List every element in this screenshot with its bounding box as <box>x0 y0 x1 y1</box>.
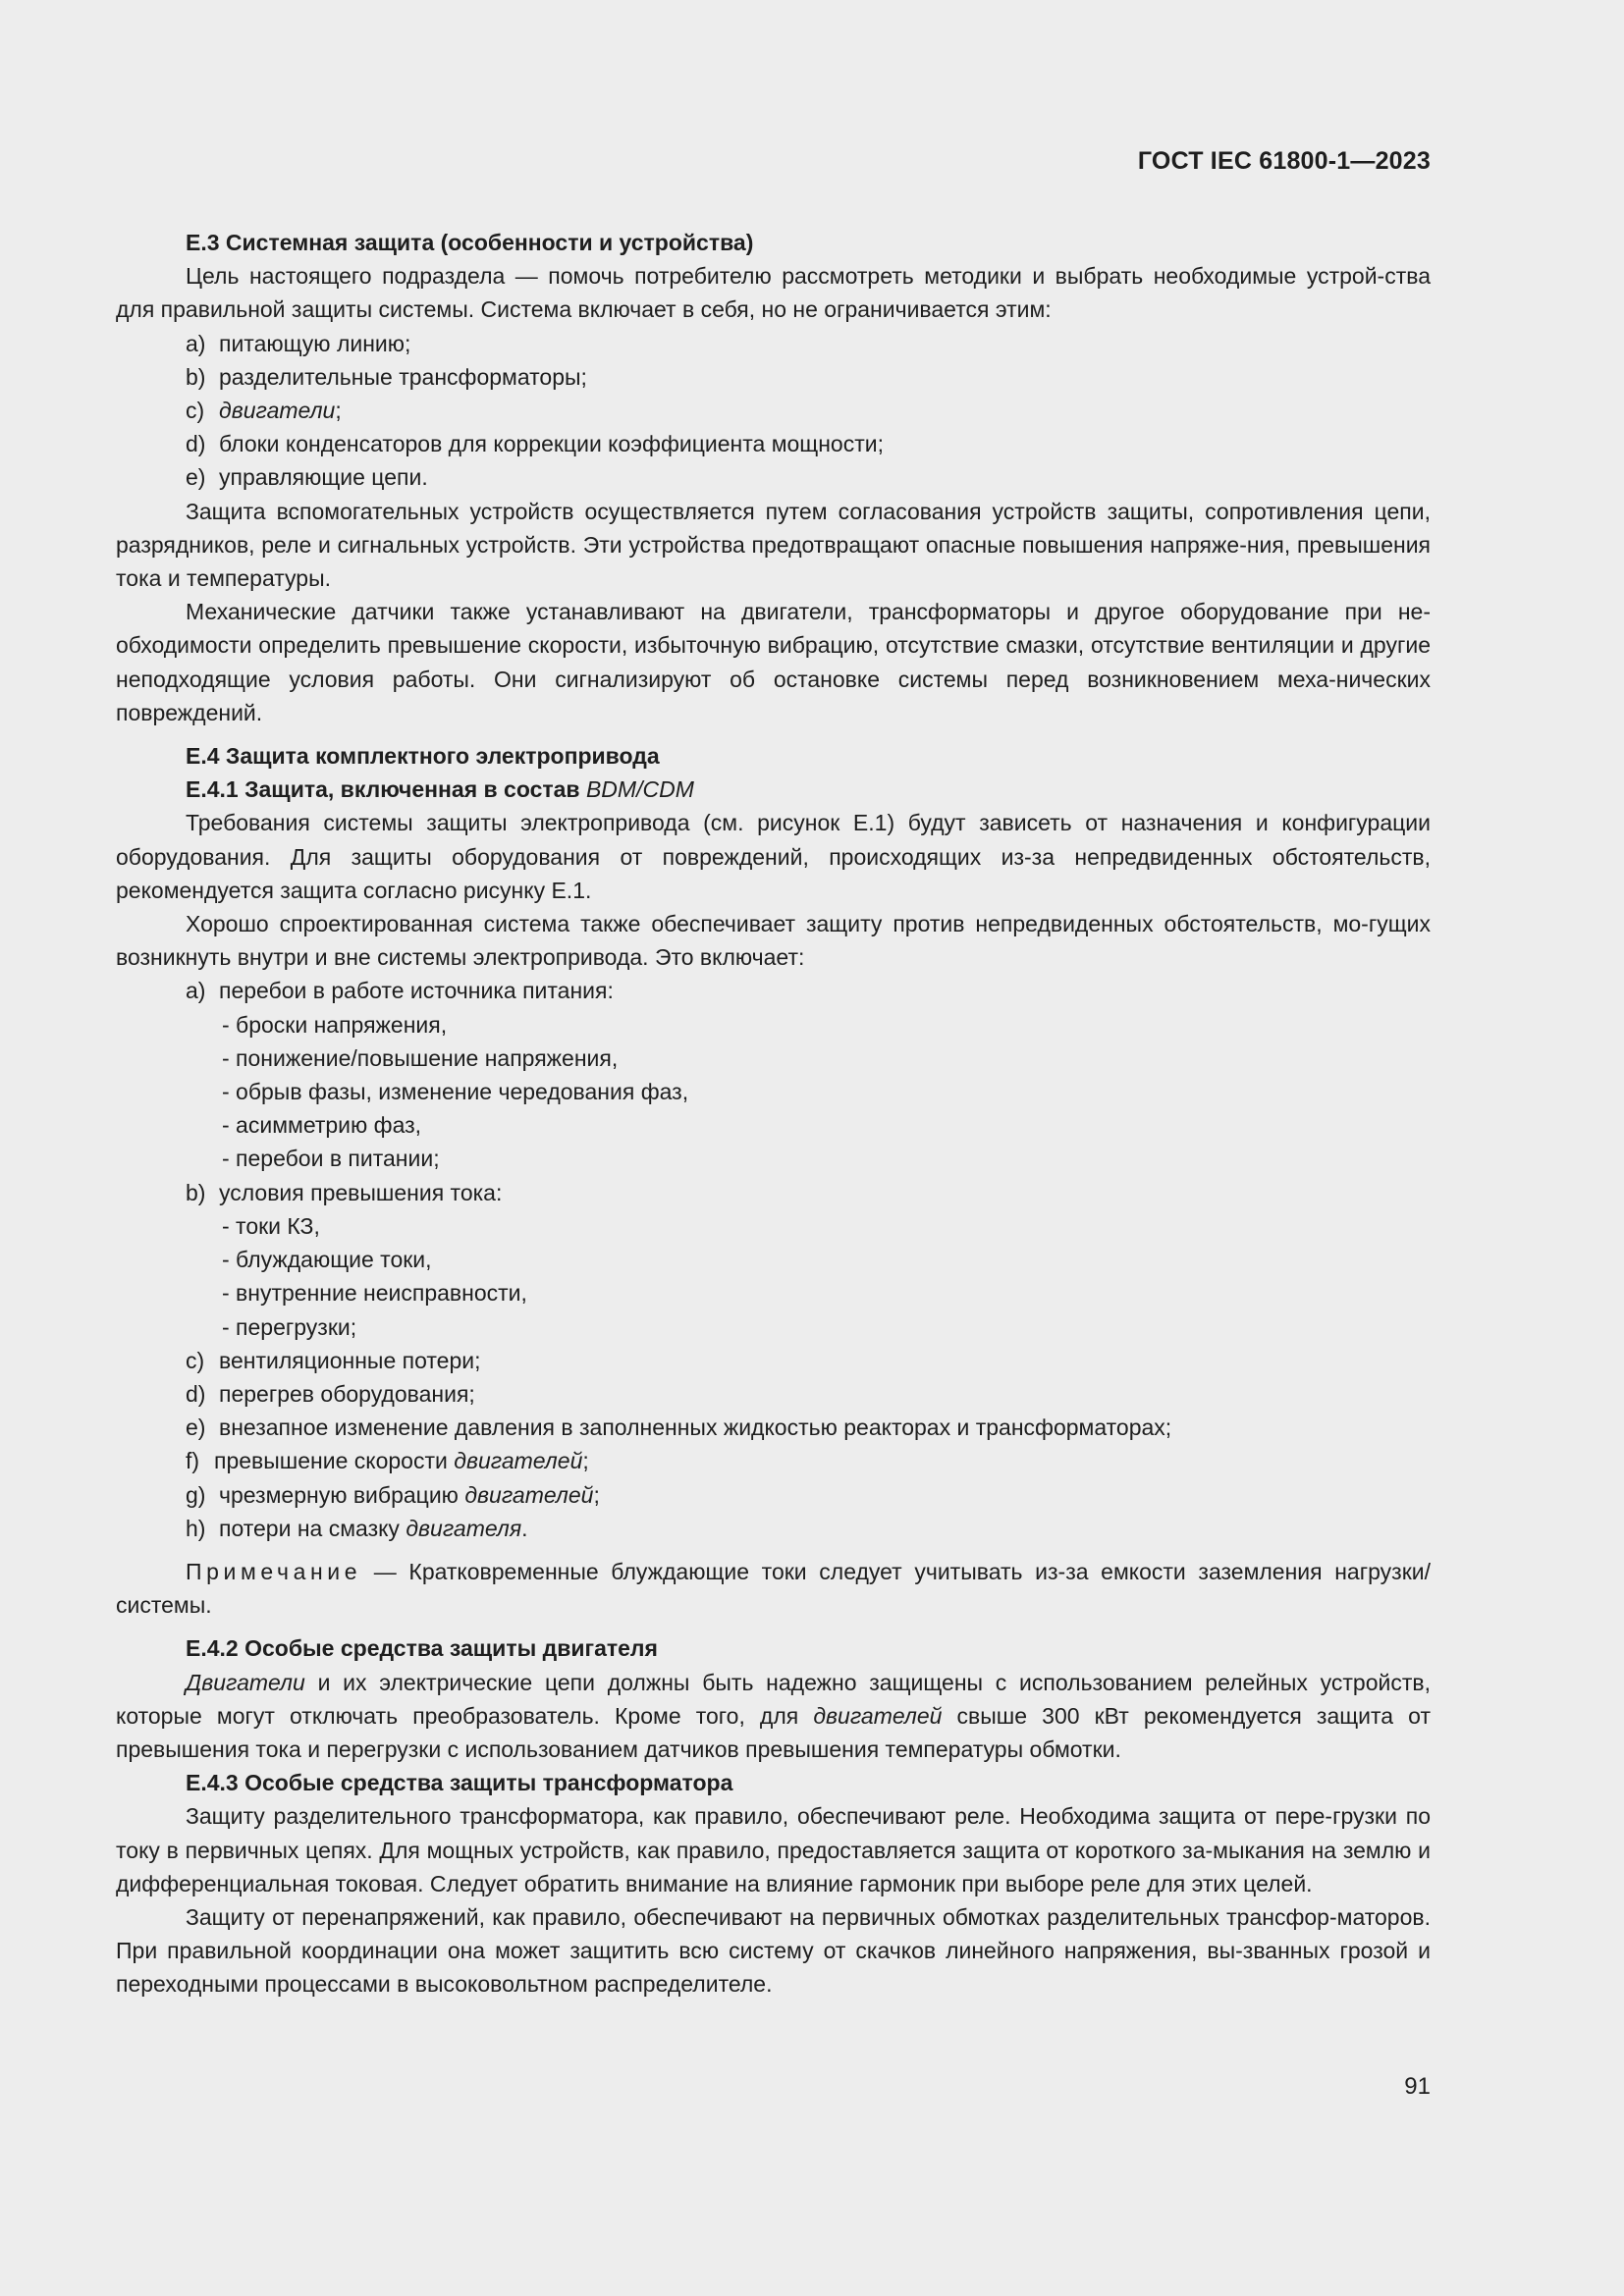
sub-list-item: - блуждающие токи, <box>222 1247 432 1273</box>
sub-list-item: - внутренние неисправности, <box>222 1280 527 1307</box>
list-item: a) питающую линию; <box>186 330 411 356</box>
e3-paragraph-1: Защита вспомогательных устройств осуществляется путем согласования устройств защиты, сопротивления цепи, разрядников, реле и сигнальных устройств. Эти устройства предотвращают опасные повышения напряже-ния, превышения тока и температуры. <box>116 498 1431 592</box>
section-e4-title: Е.4 Защита комплектного электропривода <box>186 743 660 770</box>
list-item: e) управляющие цепи. <box>186 464 428 491</box>
e43-paragraph-2: Защиту от перенапряжений, как правило, обеспечивают на первичных обмотках разделительных трансфор-маторов. При правильной координации она может защитить всю систему от скачков линейного напряжения, вы-званных грозой и переходными процессами в высоковольтном распределителе. <box>116 1903 1431 1998</box>
section-e41-title: Е.4.1 Защита, включенная в состав BDM/CDM <box>186 776 694 803</box>
list-item: a) перебои в работе источника питания: <box>186 978 614 1004</box>
list-item: d) блоки конденсаторов для коррекции коэффициента мощности; <box>186 431 884 457</box>
list-item: e) внезапное изменение давления в заполненных жидкостью реакторах и трансформаторах; <box>186 1415 1172 1441</box>
e3-intro: Цель настоящего подраздела — помочь потребителю рассмотреть методики и выбрать необходимые устрой-ства для правильной защиты системы. Система включает в себя, но не ограничивается этим: <box>116 263 1431 323</box>
list-item: h) потери на смазку двигателя. <box>186 1515 528 1541</box>
list-item: c) вентиляционные потери; <box>186 1347 481 1373</box>
note: Примечание — Кратковременные блуждающие токи следует учитывать из-за емкости заземления нагрузки/системы. <box>116 1558 1431 1619</box>
sub-list-item: - обрыв фазы, изменение чередования фаз, <box>222 1079 689 1105</box>
sub-list-item: - токи КЗ, <box>222 1212 320 1239</box>
e3-paragraph-2: Механические датчики также устанавливают на двигатели, трансформаторы и другое оборудование при не-обходимости определить превышение скорости, избыточную вибрацию, отсутствие смазки, отсутствие вентиляции и другие неподходящие условия работы. Они сигнализируют об остановке системы перед возникновением меха-нических повреждений. <box>116 599 1431 725</box>
section-e42-title: Е.4.2 Особые средства защиты двигателя <box>186 1635 658 1662</box>
list-item: b) условия превышения тока: <box>186 1179 503 1205</box>
e43-paragraph-1: Защиту разделительного трансформатора, как правило, обеспечивают реле. Необходима защита от пере-грузки по току в первичных цепях. Для мощных устройств, как правило, предоставляется защита от короткого за-мыкания на землю и дифференциальная токовая. Следует обратить внимание на влияние гармоник при выборе реле для этих целей. <box>116 1803 1431 1896</box>
sub-list-item: - перебои в питании; <box>222 1146 440 1172</box>
section-e3-title: Е.3 Системная защита (особенности и устройства) <box>186 230 754 255</box>
list-item: b) разделительные трансформаторы; <box>186 363 587 390</box>
list-item: g) чрезмерную вибрацию двигателей; <box>186 1481 600 1508</box>
sub-list-item: - перегрузки; <box>222 1313 357 1340</box>
list-item: d) перегрев оборудования; <box>186 1380 475 1407</box>
list-item: f) превышение скорости двигателей; <box>186 1448 589 1474</box>
page-content <box>116 226 1431 2002</box>
sub-list-item: - понижение/повышение напряжения, <box>222 1044 619 1071</box>
page-number: 91 <box>1404 2073 1431 2100</box>
section-e43-title: Е.4.3 Особые средства защиты трансформатора <box>186 1770 733 1796</box>
list-item: c) двигатели; <box>186 398 342 424</box>
sub-list-item: - броски напряжения, <box>222 1011 448 1038</box>
e41-paragraph-2: Хорошо спроектированная система также обеспечивает защиту против непредвиденных обстоятельств, мо-гущих возникнуть внутри и вне системы электропривода. Это включает: <box>116 911 1431 971</box>
e41-paragraph-1: Требования системы защиты электропривода (см. рисунок Е.1) будут зависеть от назначения и конфигурации оборудования. Для защиты оборудования от повреждений, происходящих из-за непредвиденных обстоятельств, рекомендуется защита согласно рисунку Е.1. <box>116 810 1431 903</box>
e42-paragraph: Двигатели и их электрические цепи должны быть надежно защищены с использованием релейных устройств, которые могут отключать преобразователь. Кроме того, для двигателей свыше 300 кВт рекомендуется защита от превышения тока и перегрузки с использованием датчиков превышения температуры обмотки. <box>116 1669 1431 1762</box>
sub-list-item: - асимметрию фаз, <box>222 1112 422 1139</box>
standard-header: ГОСТ IEC 61800-1—2023 <box>1137 147 1431 175</box>
